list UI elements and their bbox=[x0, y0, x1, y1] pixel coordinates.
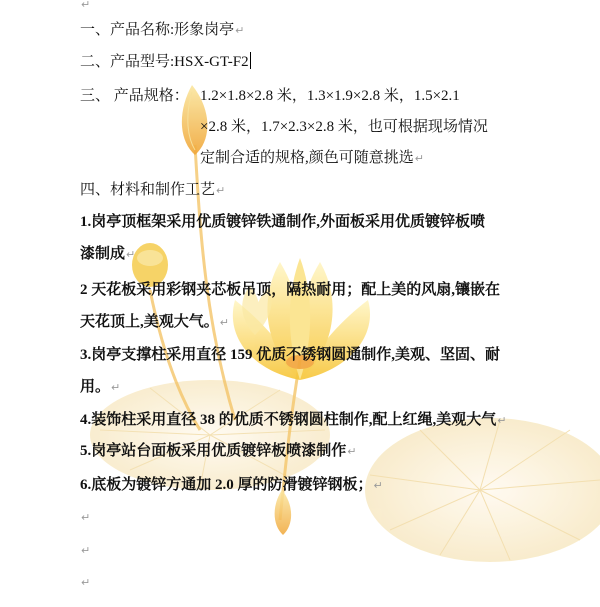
list-item: 1.岗亭顶框架采用优质镀锌铁通制作,外面板采用优质镀锌板喷 bbox=[80, 214, 486, 230]
paragraph-mark: ↵ bbox=[373, 479, 383, 492]
paragraph-mark: ↵ bbox=[81, 511, 91, 524]
list-item: 6.底板为镀锌方通加 2.0 厚的防滑镀锌钢板；↵ bbox=[80, 477, 383, 493]
paragraph-mark: ↵ bbox=[235, 24, 245, 37]
paragraph-mark: ↵ bbox=[111, 381, 121, 394]
list-item-continuation: 天花顶上,美观大气。↵ bbox=[80, 314, 229, 330]
paragraph-mark: ↵ bbox=[126, 248, 136, 261]
list-item: 2 天花板采用彩钢夹芯板吊顶，隔热耐用；配上美的风扇,镶嵌在 bbox=[80, 282, 501, 298]
section-materials-title: 四、材料和制作工艺↵ bbox=[80, 182, 226, 198]
spec-line-1: 1.2×1.8×2.8 米，1.3×1.9×2.8 米，1.5×2.1 bbox=[200, 88, 460, 104]
paragraph-mark: ↵ bbox=[347, 445, 357, 458]
list-item: 4.装饰柱采用直径 38 的优质不锈钢圆柱制作,配上红绳,美观大气↵ bbox=[80, 412, 507, 428]
paragraph-mark: ↵ bbox=[81, 0, 91, 11]
empty-paragraph bbox=[80, 0, 90, 15]
paragraph-mark: ↵ bbox=[81, 544, 91, 557]
spec-line-3: 定制合适的规格,颜色可随意挑选↵ bbox=[200, 150, 424, 166]
list-item: 3.岗亭支撑柱采用直径 159 优质不锈钢圆通制作,美观、坚固、耐 bbox=[80, 347, 501, 363]
list-item-continuation: 用。↵ bbox=[80, 379, 121, 395]
paragraph-mark: ↵ bbox=[497, 414, 507, 427]
spec-line-2: ×2.8 米，1.7×2.3×2.8 米，也可根据现场情况 bbox=[200, 119, 488, 135]
spec-label: 三、 产品规格： bbox=[80, 88, 189, 104]
text-cursor bbox=[250, 52, 251, 69]
empty-paragraph bbox=[80, 572, 90, 593]
product-model-text: 二、产品型号:HSX-GT-F2 bbox=[80, 54, 249, 70]
paragraph-mark: ↵ bbox=[414, 152, 424, 165]
section-product-model bbox=[80, 52, 251, 72]
paragraph-mark: ↵ bbox=[216, 184, 226, 197]
empty-paragraph bbox=[80, 540, 90, 561]
empty-paragraph bbox=[80, 507, 90, 528]
section-product-spec bbox=[80, 86, 460, 106]
list-item-continuation: 漆制成↵ bbox=[80, 246, 136, 262]
list-item: 5.岗亭站台面板采用优质镀锌板喷漆制作↵ bbox=[80, 443, 357, 459]
paragraph-mark: ↵ bbox=[81, 576, 91, 589]
section-product-name: 一、产品名称:形象岗亭↵ bbox=[80, 22, 245, 38]
paragraph-mark: ↵ bbox=[219, 316, 229, 329]
